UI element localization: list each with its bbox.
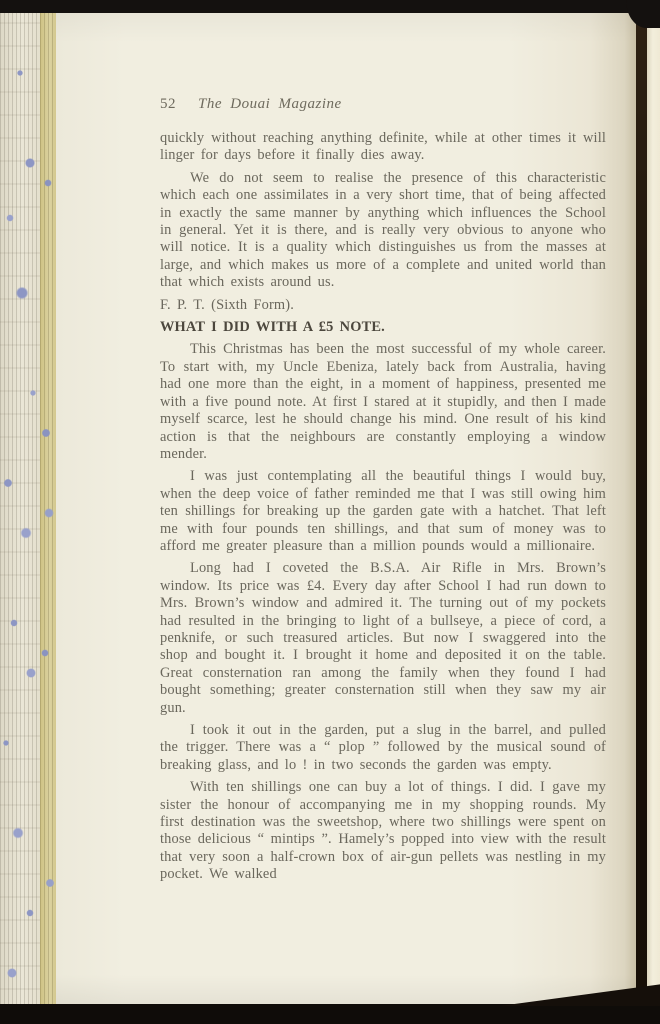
magazine-title: The Douai Magazine — [198, 96, 342, 112]
magazine-page — [56, 13, 636, 1004]
photo-border-top — [0, 0, 660, 13]
book-page-edge-band — [40, 13, 56, 1013]
article-main-body — [160, 319, 606, 884]
paragraph: This Christmas has been the most successful of my whole career. To start with, my Uncle Ebeniza, lately back from Australia, having had one more than the eight, in a moment of happiness, presented me with a five pound note. At first I stared at it stupidly, and then I made myself scarce, lest he should change his mind. One result of his kind action is that the neighbours are constantly employing a window mender. — [160, 341, 606, 462]
adjacent-page-edge — [647, 26, 660, 988]
book-gutter-shadow — [636, 13, 647, 1004]
paragraph: I took it out in the garden, put a slug in the barrel, and pulled the trigger. There was a “ plop ” followed by the musical sound of breaking glass, and lo ! in two seconds the garden was empty. — [160, 722, 606, 773]
page-header — [160, 96, 606, 113]
photo-border-bottom — [0, 1004, 660, 1024]
article-heading: WHAT I DID WITH A £5 NOTE. — [160, 319, 385, 336]
paragraph: With ten shillings one can buy a lot of things. I did. I gave my sister the honour of accompanying me in my shopping rounds. My first destination was the sweetshop, where two shillings were spent on those delicious “ mintips ”. Hamely’s popped into view with the result that very soon a half-crown box of air-gun pellets was nestling in my pocket. We walked — [160, 779, 606, 883]
paragraph: Long had I coveted the B.S.A. Air Rifle in Mrs. Brown’s window. Its price was £4. Every day after School I had run down to Mrs. Brown’s window and admired it. The turning out of my pockets had resulted in the bringing to light of a bullseye, a piece of cord, a penknife, or such treasured articles. But now I swaggered into the shop and bought it. I brought it home and deposited it on the table. Great consternation ran among the family when they found I had bought something; greater consternation still when they saw my air gun. — [160, 560, 606, 716]
book-page-edges — [0, 13, 40, 1013]
paragraph: quickly without reaching anything definite, while at other times it will linger for days before it finally dies away. — [160, 130, 606, 164]
article-signature: F. P. T. (Sixth Form). — [160, 296, 294, 313]
paragraph: We do not seem to realise the presence of this characteristic which each one assimilates in a very short time, that of being affected in exactly the same manner by anything which influences the School in general. Yet it is there, and is really very obvious to anyone who will notice. It is a quality which distinguishes us from the masses at large, and which makes us more of a complete and united world than that which exists around us. — [160, 169, 606, 291]
paragraph: I was just contemplating all the beautiful things I would buy, when the deep voice of father reminded me that I was still owing him ten shillings for breaking up the garden gate with a hatchet. That left me with four pounds ten shillings, and that sum of money was to afford me greater pleasure than a million pounds would a millionaire. — [160, 468, 606, 554]
page-number: 52 — [160, 96, 176, 112]
article-previous-body — [160, 130, 606, 314]
